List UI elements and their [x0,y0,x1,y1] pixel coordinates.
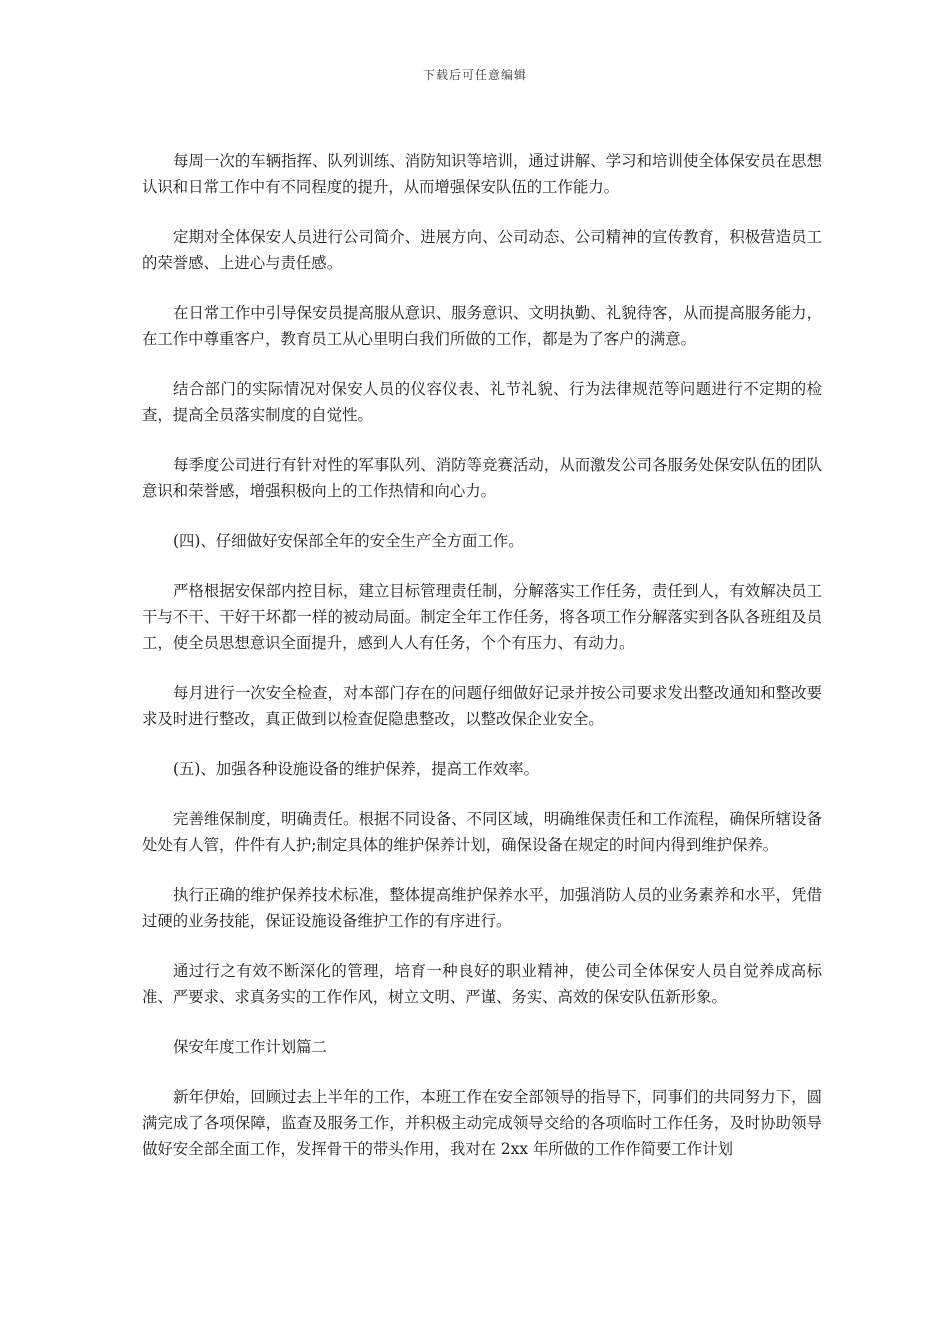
paragraph-3: 在日常工作中引导保安员提高服从意识、服务意识、文明执勤、礼貌待客，从而提高服务能力，在工作中尊重客户，教育员工从心里明白我们所做的工作，都是为了客户的满意。 [142,304,822,348]
paragraph-2: 定期对全体保安人员进行公司简介、进展方向、公司动态、公司精神的宣传教育，积极营造员工的荣誉感、上进心与责任感。 [142,228,822,272]
paragraph-8: 每月进行一次安全检查，对本部门存在的问题仔细做好记录并按公司要求发出整改通知和整改要求及时进行整改，真正做到以检查促隐患整改，以整改保企业安全。 [142,684,822,728]
section-heading-5: (五)、加强各种设施设备的维护保养，提高工作效率。 [173,760,539,778]
paragraph-10: 完善维保制度，明确责任。根据不同设备、不同区域，明确维保责任和工作流程，确保所辖设备处处有人管，件件有人护;制定具体的维护保养计划，确保设备在规定的时间内得到维护保养。 [142,810,822,854]
page-header-note: 下载后可任意编辑 [422,68,527,82]
paragraph-11: 执行正确的维护保养技术标准，整体提高维护保养水平，加强消防人员的业务素养和水平，凭借过硬的业务技能，保证设施设备维护工作的有序进行。 [142,886,822,930]
paragraph-7: 严格根据安保部内控目标，建立目标管理责任制，分解落实工作任务，责任到人，有效解决员工干与不干、干好干坏都一样的被动局面。制定全年工作任务，将各项工作分解落实到各队各班组及员工，使全员思想意识全面提升，感到人人有任务，个个有压力、有动力。 [142,582,822,652]
paragraph-1: 每周一次的车辆指挥、队列训练、消防知识等培训，通过讲解、学习和培训使全体保安员在思想认识和日常工作中有不同程度的提升，从而增强保安队伍的工作能力。 [142,152,822,196]
paragraph-12: 通过行之有效不断深化的管理，培育一种良好的职业精神，使公司全体保安人员自觉养成高标准、严要求、求真务实的工作作风，树立文明、严谨、务实、高效的保安队伍新形象。 [142,962,822,1006]
document-body [142,148,822,1186]
section-heading-4: (四)、仔细做好安保部全年的安全生产全方面工作。 [173,532,524,550]
paragraph-4: 结合部门的实际情况对保安人员的仪容仪表、礼节礼貌、行为法律规范等问题进行不定期的检查，提高全员落实制度的自觉性。 [142,380,822,424]
paragraph-14: 新年伊始，回顾过去上半年的工作，本班工作在安全部领导的指导下，同事们的共同努力下，圆满完成了各项保障，监查及服务工作，并积极主动完成领导交给的各项临时工作任务，及时协助领导做好安全部全面工作，发挥骨干的带头作用，我对在 2xx 年所做的工作作简要工作计划 [142,1088,822,1158]
paragraph-5: 每季度公司进行有针对性的军事队列、消防等竞赛活动，从而激发公司各服务处保安队伍的团队意识和荣誉感，增强积极向上的工作热情和向心力。 [142,456,822,500]
section-title-part-two: 保安年度工作计划篇二 [173,1038,327,1056]
